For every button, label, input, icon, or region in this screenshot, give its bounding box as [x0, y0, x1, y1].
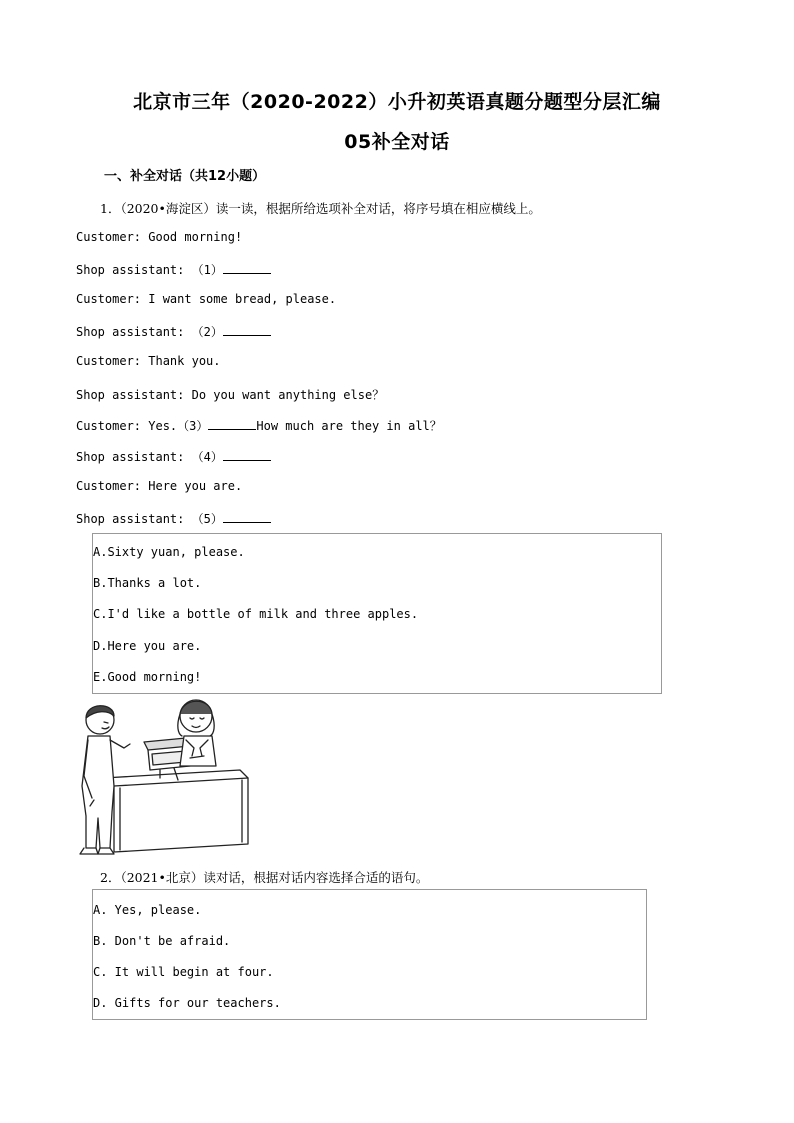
option-a: A. Yes, please. — [93, 903, 202, 917]
dialogue-text: Customer: Yes.（3） — [76, 419, 209, 433]
dialogue-line — [76, 510, 271, 527]
dialogue-line — [76, 479, 242, 493]
dialogue-line — [76, 230, 242, 244]
dialogue-line — [76, 448, 271, 465]
dialogue-text: Shop assistant: （1） — [76, 263, 223, 277]
dialogue-text-after: How much are they in all？ — [256, 419, 442, 433]
shop-counter-illustration — [74, 696, 252, 858]
answer-blank[interactable] — [223, 262, 271, 274]
question-1-title: 1．（2020•海淀区）读一读，根据所给选项补全对话，将序号填在相应横线上。 — [100, 201, 541, 216]
option-b: B.Thanks a lot. — [93, 576, 202, 590]
dialogue-line — [76, 292, 336, 306]
option-c: C. It will begin at four. — [93, 965, 274, 979]
option-d: D. Gifts for our teachers. — [93, 996, 281, 1010]
option-d: D.Here you are. — [93, 639, 202, 653]
dialogue-text: Customer: I want some bread, please. — [76, 292, 337, 306]
dialogue-text: Customer: Here you are. — [76, 479, 243, 493]
answer-blank[interactable] — [208, 418, 256, 430]
option-b: B. Don't be afraid. — [93, 934, 231, 948]
dialogue-text: Shop assistant: （4） — [76, 450, 223, 464]
page-subtitle: 05补全对话 — [344, 131, 450, 153]
dialogue-line — [76, 354, 221, 368]
page-title: 北京市三年（2020-2022）小升初英语真题分题型分层汇编 — [133, 91, 661, 113]
dialogue-line — [76, 417, 442, 434]
option-a: A.Sixty yuan, please. — [93, 545, 245, 559]
answer-blank[interactable] — [223, 449, 271, 461]
dialogue-line — [76, 386, 384, 403]
question-1-options-box — [92, 533, 662, 694]
dialogue-text: Shop assistant: （5） — [76, 512, 223, 526]
dialogue-text: Shop assistant: Do you want anything else？ — [76, 388, 385, 402]
question-2-title: 2．（2021•北京）读对话，根据对话内容选择合适的语句。 — [100, 870, 429, 885]
answer-blank[interactable] — [223, 324, 271, 336]
option-e: E.Good morning! — [93, 670, 202, 684]
question-2-options-box — [92, 889, 647, 1020]
dialogue-text: Customer: Good morning! — [76, 230, 243, 244]
dialogue-line — [76, 323, 271, 340]
dialogue-line — [76, 261, 271, 278]
dialogue-text: Shop assistant: （2） — [76, 325, 223, 339]
answer-blank[interactable] — [223, 511, 271, 523]
section-heading: 一、补全对话（共12小题） — [104, 169, 266, 184]
option-c: C.I'd like a bottle of milk and three apples. — [93, 607, 419, 621]
dialogue-text: Customer: Thank you. — [76, 354, 221, 368]
